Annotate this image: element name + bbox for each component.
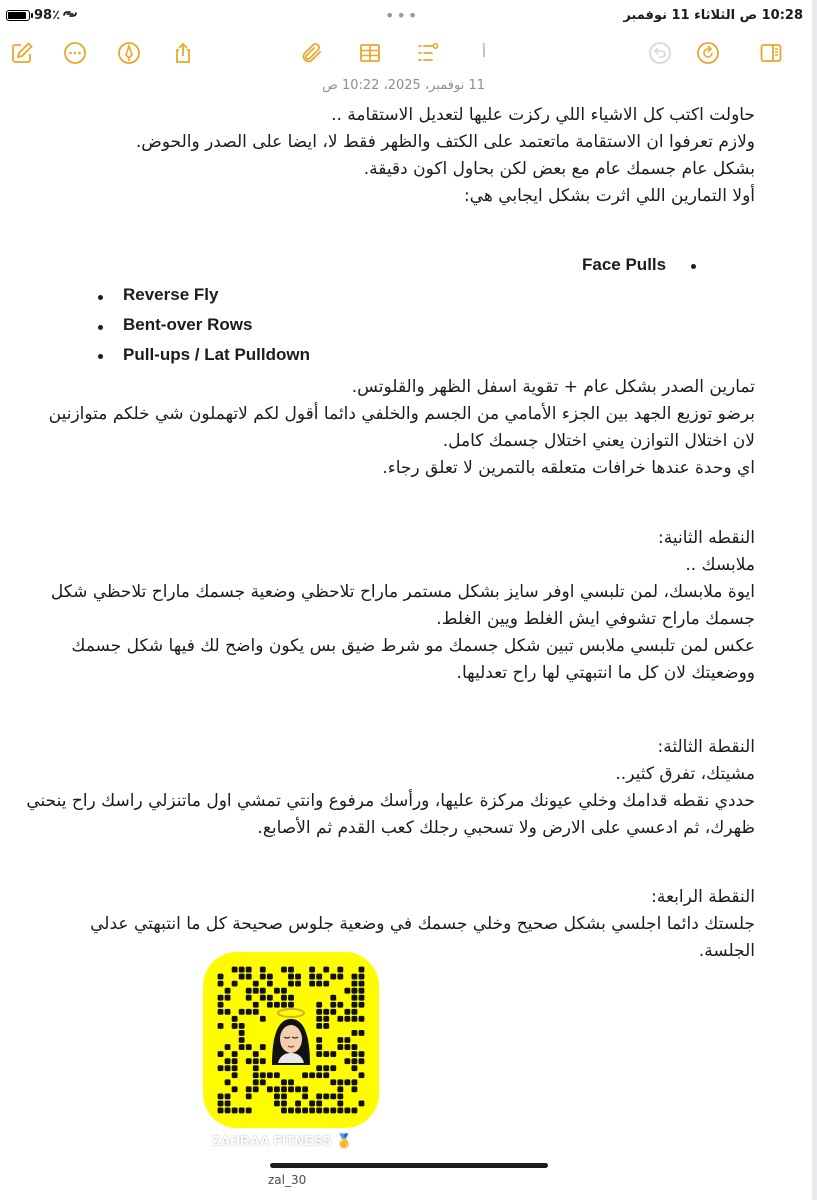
snapcode-dot — [239, 1108, 245, 1114]
snapcode-dot — [260, 1072, 266, 1078]
snapcode-dot — [323, 1009, 329, 1015]
snapcode-dot — [218, 1023, 224, 1029]
snapcode-dot — [352, 995, 358, 1001]
snapcode-dot — [330, 1108, 336, 1114]
snapcode-dot — [344, 1016, 350, 1022]
snapcode-dot — [232, 1086, 238, 1092]
snapcode-dot — [225, 1065, 231, 1071]
snapcode-dot — [267, 981, 273, 987]
snapcode-dot — [359, 1101, 365, 1107]
snapcode-dot — [359, 967, 365, 973]
snapcode-dot — [352, 981, 358, 987]
snapcode-dot — [295, 1101, 301, 1107]
snapcode-dot — [253, 1058, 259, 1064]
snapcode-dot — [239, 974, 245, 980]
text-line: عكس لمن تلبسي ملابس تبين شكل جسمك مو شرط ضيق بس يكون واضح لك فيها شكل جسمك — [71, 636, 755, 656]
snapcode-dot — [253, 1079, 259, 1085]
snapcode-dot — [267, 995, 273, 1001]
snapcode-dot — [218, 995, 224, 1001]
snapcode-dot — [352, 1044, 358, 1050]
bullet-dot — [98, 325, 103, 330]
snapcode-dot — [246, 1058, 252, 1064]
text-line: مشيتك، تفرق كثير.. — [615, 764, 755, 784]
text-line: بشكل عام جسمك عام مع بعض لكن بحاول اكون دقيقة. — [363, 159, 755, 179]
snapcode-dot — [323, 1023, 329, 1029]
snapcode-dot — [288, 967, 294, 973]
snapcode-dot — [352, 1009, 358, 1015]
snapcode-dot — [253, 1009, 259, 1015]
snapcode-dot — [352, 974, 358, 980]
snapcode-dot — [225, 1101, 231, 1107]
snapcode-dot — [267, 974, 273, 980]
snapcode-dot — [260, 988, 266, 994]
snapcode-dot — [309, 1101, 315, 1107]
snapcode-dot — [337, 1037, 343, 1043]
snapcode-dot — [323, 1051, 329, 1057]
snapcode-dot — [253, 1086, 259, 1092]
snapcode-dot — [344, 1058, 350, 1064]
attach-icon[interactable] — [298, 39, 326, 67]
exercise-item: Face Pulls — [582, 255, 667, 274]
snapcode-dot — [253, 988, 259, 994]
snapcode-name: ZAHRAA FITNESS 🥇 — [212, 1133, 353, 1148]
snapcode-dot — [225, 1044, 231, 1050]
snapcode-dot — [330, 1051, 336, 1057]
snapcode-dot — [218, 1108, 224, 1114]
snapcode-dot — [337, 1108, 343, 1114]
undo-icon[interactable] — [646, 39, 674, 67]
snapcode-dot — [253, 1002, 259, 1008]
text-line: حاولت اكتب كل الاشياء اللي ركزت عليها لتعديل الاستقامة .. — [331, 105, 755, 125]
text-line: ووضعيتك لان كل ما انتبهتي لها راح تعدليها. — [456, 663, 755, 683]
snapcode-dot — [218, 981, 224, 987]
snapcode-dot — [239, 1044, 245, 1050]
snapcode-dot — [344, 988, 350, 994]
snapcode-dot — [352, 1051, 358, 1057]
text-line: اي وحدة عندها خرافات متعلقه بالتمرين لا تعلق رجاء. — [382, 458, 755, 478]
point-three-paragraph[interactable] — [26, 734, 755, 842]
battery-icon — [6, 10, 30, 21]
snapcode-dot — [246, 1009, 252, 1015]
snapcode-dot — [288, 995, 294, 1001]
snapcode-dot — [352, 1030, 358, 1036]
snapcode-dot — [352, 1108, 358, 1114]
checklist-icon[interactable] — [414, 39, 442, 67]
snapcode-dot — [225, 1093, 231, 1099]
text-line: حددي نقطه قدامك وخلي عيونك مركزة عليها، ورأسك مرفوع وانتي تمشي اول ماتنزلي راسك راح ينحني — [26, 791, 755, 811]
section-heading: النقطه الثانية: — [657, 528, 755, 548]
snapcode-dot — [246, 988, 252, 994]
snapcode-dot — [253, 1072, 259, 1078]
snapcode-dot — [352, 1065, 358, 1071]
snapcode-dot — [239, 1009, 245, 1015]
text-line: لان اختلال التوازن يعني اختلال جسمك كامل. — [442, 431, 755, 451]
snapcode-dot — [359, 988, 365, 994]
section-heading: النقطة الثالثة: — [657, 737, 755, 757]
snapcode-dot — [239, 1030, 245, 1036]
snapcode-dot — [288, 1108, 294, 1114]
snapcode-dot — [316, 1101, 322, 1107]
snapcode-dot — [330, 995, 336, 1001]
sidebar-icon[interactable] — [757, 39, 785, 67]
snapcode-dot — [323, 1065, 329, 1071]
snapcode-dot — [232, 1051, 238, 1057]
text-line: برضو توزيع الجهد بين الجزء الأمامي من الجسم والخلفي دائما أقول لكم لاتهملون شي خلكم متوازنين — [48, 404, 755, 424]
snapcode-dot — [281, 1101, 287, 1107]
snapcode-dot — [323, 1108, 329, 1114]
snapcode-dot — [288, 974, 294, 980]
exercise-item: Bent-over Rows — [123, 315, 253, 334]
snapcode-dot — [316, 981, 322, 987]
snapcode-dot — [359, 1002, 365, 1008]
snapcode-dot — [246, 995, 252, 1001]
snapcode-dot — [359, 1016, 365, 1022]
snapcode-dot — [232, 1065, 238, 1071]
snapcode-dot — [344, 1079, 350, 1085]
snapcode-dot — [260, 967, 266, 973]
snapcode-dot — [246, 1086, 252, 1092]
snapcode-dot — [330, 1002, 336, 1008]
snapcode-dot — [295, 974, 301, 980]
snapcode-dot — [330, 1065, 336, 1071]
snapcode-dot — [359, 981, 365, 987]
note-timestamp: 11 نوفمبر، 2025، 10:22 ص — [322, 78, 485, 93]
snapcode-dot — [260, 1079, 266, 1085]
text-format-icon[interactable]: أ — [482, 45, 486, 61]
snapcode-dot — [359, 1058, 365, 1064]
battery-percent: 98٪ — [34, 8, 61, 23]
snapcode-dot — [344, 1044, 350, 1050]
bullet-dot — [98, 295, 103, 300]
bullet-dot — [691, 264, 696, 269]
snapcode-dot — [288, 981, 294, 987]
snapcode-dot — [352, 1079, 358, 1085]
bullet-dot — [98, 354, 103, 359]
snapcode-dot — [288, 1086, 294, 1092]
text-line: جسمك ماراح تشوفي ايش الغلط ويين الغلط. — [436, 609, 755, 629]
snapcode-dot — [337, 1101, 343, 1107]
snapcode-dot — [323, 967, 329, 973]
snapcode-dot — [323, 981, 329, 987]
snapcode-dot — [274, 1086, 280, 1092]
snapcode-dot — [352, 1086, 358, 1092]
snapcode-dot — [359, 1051, 365, 1057]
snapcode-dot — [316, 1072, 322, 1078]
snapcode-dot — [218, 1002, 224, 1008]
snapcode-dot — [352, 1016, 358, 1022]
snapcode-dot — [218, 1065, 224, 1071]
snapcode-dot — [295, 1086, 301, 1092]
snapcode-dot — [359, 1030, 365, 1036]
snapcode-dot — [309, 981, 315, 987]
snapcode-dot — [281, 967, 287, 973]
snapcode-dot — [246, 1108, 252, 1114]
snapcode-dot — [232, 1058, 238, 1064]
snapcode-dot — [232, 1016, 238, 1022]
snapcode-dot — [330, 1079, 336, 1085]
snapcode-dot — [274, 1093, 280, 1099]
snapcode-dot — [316, 974, 322, 980]
exercise-item: Reverse Fly — [123, 285, 219, 304]
balance-paragraph[interactable] — [40, 374, 755, 482]
markup-icon[interactable] — [115, 39, 143, 67]
snapcode-dot — [359, 1072, 365, 1078]
snapcode-dot — [309, 974, 315, 980]
snapcode-dot — [218, 1009, 224, 1015]
text-line: ايوة ملابسك، لمن تلبسي اوفر سايز بشكل مستمر ماراح تلاحظي وضعية جسمك ماراح تلاحظي شكل — [50, 582, 755, 602]
snapcode-dot — [225, 1108, 231, 1114]
snapcode-dot — [253, 1051, 259, 1057]
snapcode-dot — [352, 988, 358, 994]
text-line: تمارين الصدر بشكل عام + تقوية اسفل الظهر والقلوتس. — [351, 377, 755, 397]
snapcode-dot — [225, 1079, 231, 1085]
snapcode-dot — [295, 1108, 301, 1114]
snapcode-dot — [359, 974, 365, 980]
point-four-paragraph[interactable] — [40, 884, 755, 965]
exercise-item: Pull-ups / Lat Pulldown — [123, 345, 310, 364]
avatar — [262, 1005, 320, 1071]
snapcode-dot — [323, 1093, 329, 1099]
multitask-dots[interactable]: ••• — [385, 6, 420, 25]
intro-paragraph[interactable] — [40, 102, 755, 210]
snapcode-dot — [316, 1108, 322, 1114]
text-line: ظهرك، ثم ادعسي على الارض ولا تسحبي رجلك كعب القدم ثم الأصابع. — [257, 818, 755, 838]
snapcode-dot — [323, 1016, 329, 1022]
snapcode-dot — [218, 1051, 224, 1057]
window-edge — [812, 0, 817, 1200]
snapcode-dot — [337, 1002, 343, 1008]
home-indicator[interactable] — [270, 1163, 548, 1168]
snapcode-dot — [232, 1023, 238, 1029]
snapcode-dot — [218, 1101, 224, 1107]
snapcode-dot — [330, 1093, 336, 1099]
point-two-paragraph[interactable] — [40, 525, 755, 687]
snapcode-dot — [260, 974, 266, 980]
snapcode-dot — [253, 981, 259, 987]
snapcode-dot — [302, 1093, 308, 1099]
snapcode-dot — [281, 1108, 287, 1114]
snapcode-dot — [302, 1086, 308, 1092]
snapcode-dot — [246, 967, 252, 973]
snapcode-dot — [246, 1093, 252, 1099]
snapcode-dot — [337, 1079, 343, 1085]
snapcode-dot — [337, 1016, 343, 1022]
more-icon[interactable] — [61, 39, 89, 67]
text-line: الجلسة. — [698, 941, 755, 961]
table-icon[interactable] — [356, 39, 384, 67]
text-line: جلستك دائما اجلسي بشكل صحيح وخلي جسمك في وضعية جلوس صحيحة كل ما انتبهتي عدلي — [90, 914, 755, 934]
snapcode-dot — [232, 1108, 238, 1114]
snapcode-dot — [260, 995, 266, 1001]
snapcode-dot — [274, 988, 280, 994]
snapcode-dot — [309, 967, 315, 973]
snapcode-dot — [302, 1072, 308, 1078]
text-line: ولازم تعرفوا ان الاستقامة ماتعتمد على الكتف والظهر فقط لا، ايضا على الصدر والحوض. — [135, 132, 755, 152]
snapcode-dot — [337, 1044, 343, 1050]
snapcode-dot — [225, 995, 231, 1001]
text-line: أولا التمارين اللي اثرت بشكل ايجابي هي: — [463, 186, 755, 206]
snapcode-dot — [281, 995, 287, 1001]
status-date-time: 10:28 ص الثلاثاء 11 نوفمبر — [623, 8, 803, 23]
snapcode-dot — [225, 1009, 231, 1015]
snapcode-dot — [337, 1093, 343, 1099]
section-heading: النقطة الرابعة: — [651, 887, 755, 907]
snapcode-dot — [253, 1065, 259, 1071]
status-bar — [0, 6, 817, 26]
snapcode-dot — [309, 1108, 315, 1114]
snapcode-dot — [302, 1108, 308, 1114]
compose-icon[interactable] — [8, 39, 36, 67]
snapcode-dot — [281, 1079, 287, 1085]
snapcode-dot — [246, 1044, 252, 1050]
snapcode-dot — [323, 1072, 329, 1078]
snapcode-dot — [218, 974, 224, 980]
snapcode-dot — [239, 967, 245, 973]
snapcode-dot — [337, 1086, 343, 1092]
snapcode-dot — [246, 974, 252, 980]
snapcode-dot — [239, 1023, 245, 1029]
snapcode-dot — [267, 1086, 273, 1092]
snapcode-dot — [218, 1093, 224, 1099]
snapcode-dot — [295, 981, 301, 987]
snapcode-dot — [232, 967, 238, 973]
snapcode-dot — [281, 988, 287, 994]
snapcode-dot — [274, 1101, 280, 1107]
share-icon[interactable] — [169, 39, 197, 67]
snapcode-dot — [309, 1072, 315, 1078]
redo-icon[interactable] — [694, 39, 722, 67]
snapcode-dot — [225, 1058, 231, 1064]
snapcode-dot — [337, 967, 343, 973]
snapcode-dot — [281, 1093, 287, 1099]
snapcode-dot — [344, 1009, 350, 1015]
snapcode-dot — [232, 1072, 238, 1078]
text-line: ملابسك .. — [685, 555, 755, 575]
snapcode-dot — [330, 974, 336, 980]
snapcode-dot — [225, 988, 231, 994]
snapcode-username: zal_30 — [268, 1173, 307, 1187]
snapcode-dot — [239, 1037, 245, 1043]
snapcode-dot — [337, 974, 343, 980]
snapcode-dot — [274, 1072, 280, 1078]
link-icon — [62, 8, 78, 24]
snapcode-dot — [344, 1108, 350, 1114]
snapcode-dot — [267, 1072, 273, 1078]
snapcode-dot — [352, 1002, 358, 1008]
snapcode-dot — [281, 1086, 287, 1092]
snapcode-dot — [330, 1009, 336, 1015]
snapcode-dot — [288, 1079, 294, 1085]
snapcode-dot — [352, 1058, 358, 1064]
notes-toolbar — [0, 34, 817, 70]
snapcode-dot — [359, 995, 365, 1001]
snapcode-dot — [344, 1037, 350, 1043]
snapcode-dot — [232, 981, 238, 987]
snapcode-dot — [316, 1093, 322, 1099]
